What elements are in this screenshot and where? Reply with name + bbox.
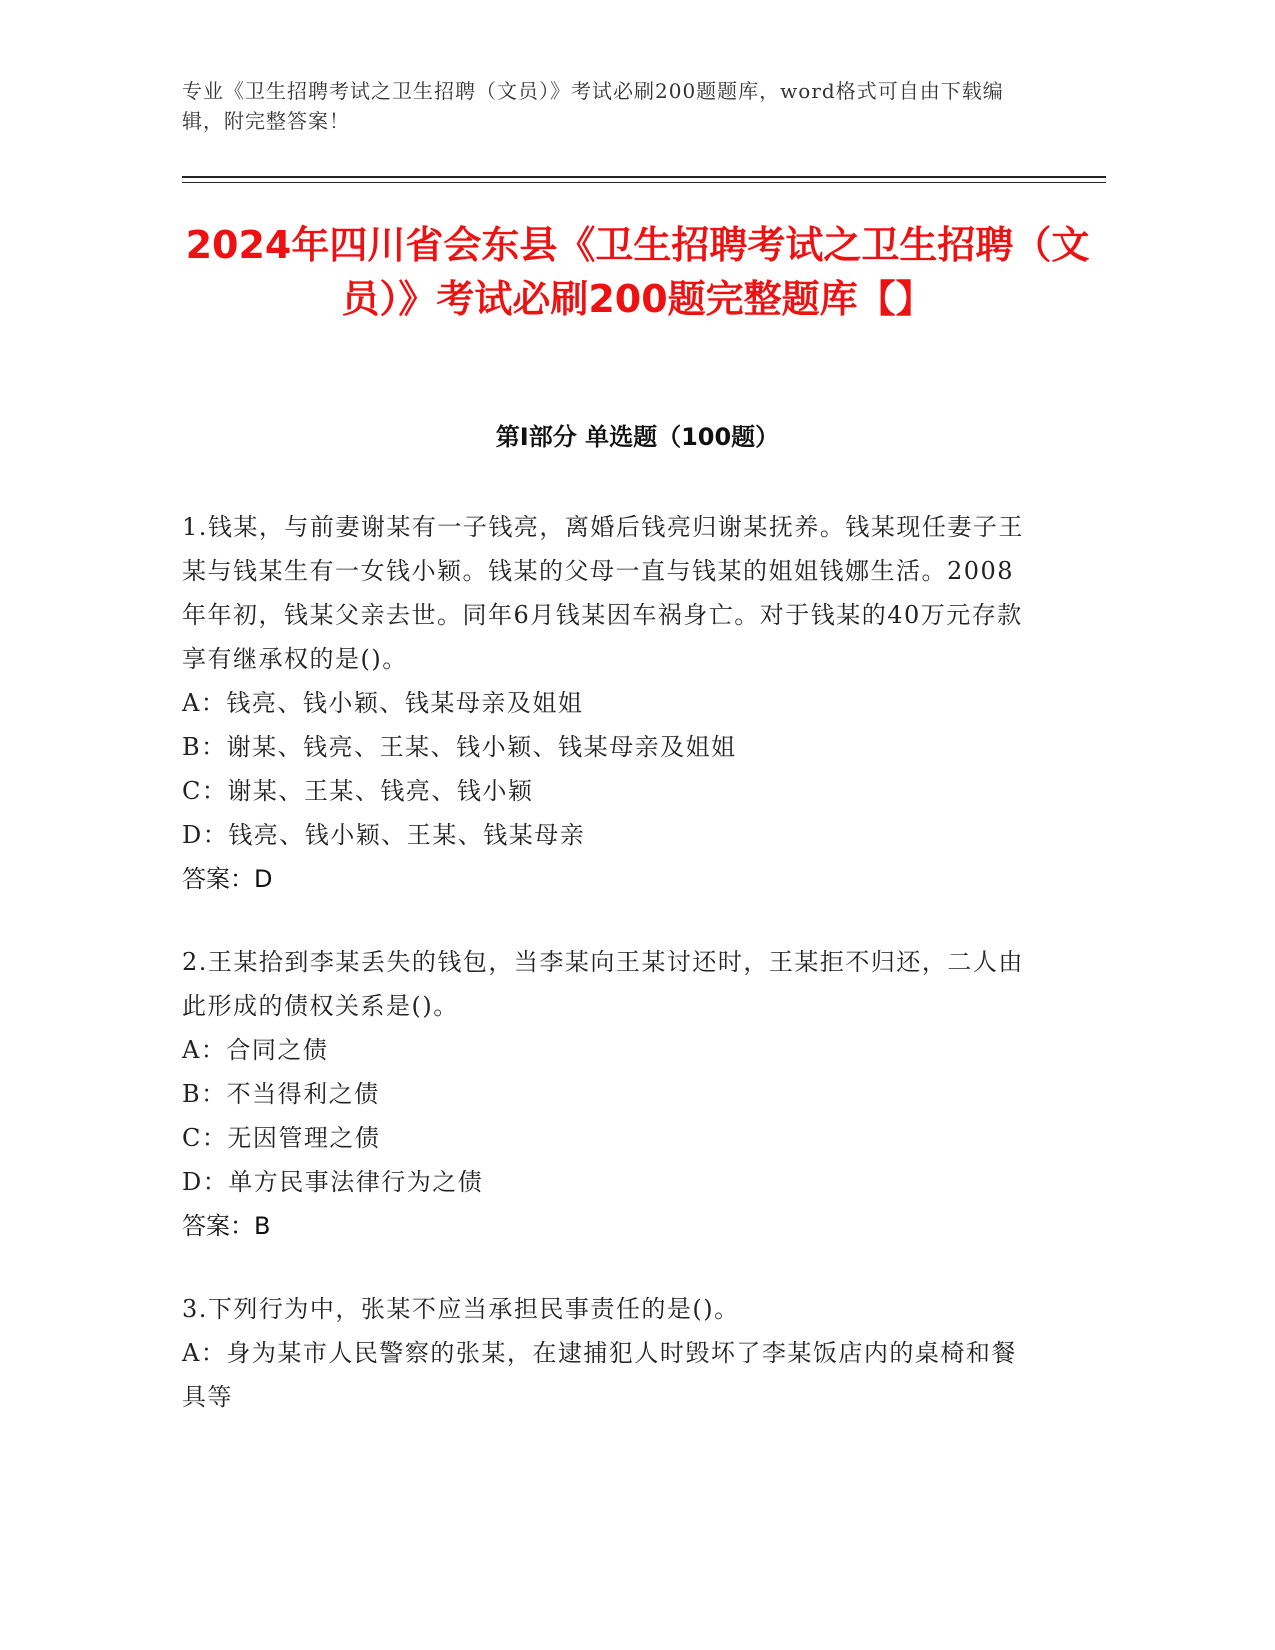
question-answer: 答案：D — [182, 865, 273, 893]
question-option-b: B：不当得利之债 — [182, 1080, 380, 1108]
header-divider-thin — [182, 182, 1106, 183]
question-answer: 答案：B — [182, 1212, 271, 1240]
question-option-c: C：无因管理之债 — [182, 1124, 381, 1152]
question-list — [182, 505, 1032, 1458]
question-option-c: C：谢某、王某、钱亮、钱小颖 — [182, 777, 534, 805]
question-stem: 1.钱某，与前妻谢某有一子钱亮，离婚后钱亮归谢某抚养。钱某现任妻子王某与钱某生有一女钱小颖。钱某的父母一直与钱某的姐姐钱娜生活。2008年年初，钱某父亲去世。同年6月钱某因车祸身亡。对于钱某的40万元存款享有继承权的是()。 — [182, 513, 1024, 673]
header-divider — [182, 176, 1106, 178]
question-option-a: A：合同之债 — [182, 1036, 329, 1064]
question-stem: 2.王某拾到李某丢失的钱包，当李某向王某讨还时，王某拒不归还，二人由此形成的债权关系是()。 — [182, 948, 1024, 1020]
section-title: 第Ⅰ部分 单选题（100题） — [495, 423, 780, 451]
question-option-b: B：谢某、钱亮、王某、钱小颖、钱某母亲及姐姐 — [182, 733, 737, 761]
question-1 — [182, 505, 1032, 901]
question-option-a: A：钱亮、钱小颖、钱某母亲及姐姐 — [182, 689, 584, 717]
question-option-d: D：钱亮、钱小颖、王某、钱某母亲 — [182, 821, 586, 849]
document-title: 2024年四川省会东县《卫生招聘考试之卫生招聘（文员）》考试必刷200题完整题库【】 — [185, 223, 1090, 321]
header-intro: 专业《卫生招聘考试之卫生招聘（文员）》考试必刷200题题库，word格式可自由下载编辑，附完整答案！ — [182, 79, 1004, 133]
question-stem: 3.下列行为中，张某不应当承担民事责任的是()。 — [182, 1295, 740, 1323]
question-option-a: A：身为某市人民警察的张某，在逮捕犯人时毁坏了李某饭店内的桌椅和餐具等 — [182, 1339, 1017, 1411]
question-3 — [182, 1287, 1032, 1419]
question-2 — [182, 940, 1032, 1248]
question-option-d: D：单方民事法律行为之债 — [182, 1168, 484, 1196]
